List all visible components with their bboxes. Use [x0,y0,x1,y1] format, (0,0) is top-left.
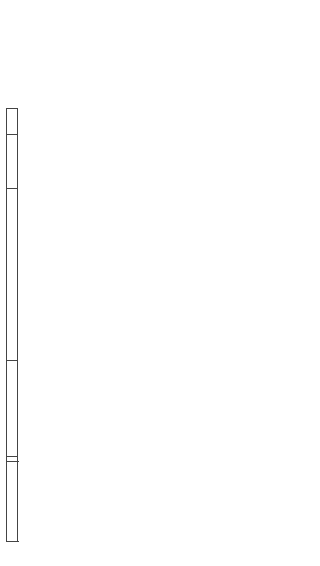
header-blank [7,462,18,542]
group-header-row [7,109,18,542]
country-abbreviations [268,17,274,542]
spacer-column [7,457,18,462]
group-america [7,135,18,189]
group-scandinavia [7,361,18,457]
ventilation-recommendations-table [6,108,18,542]
group-europe [7,189,18,361]
group-far-east [7,109,18,135]
